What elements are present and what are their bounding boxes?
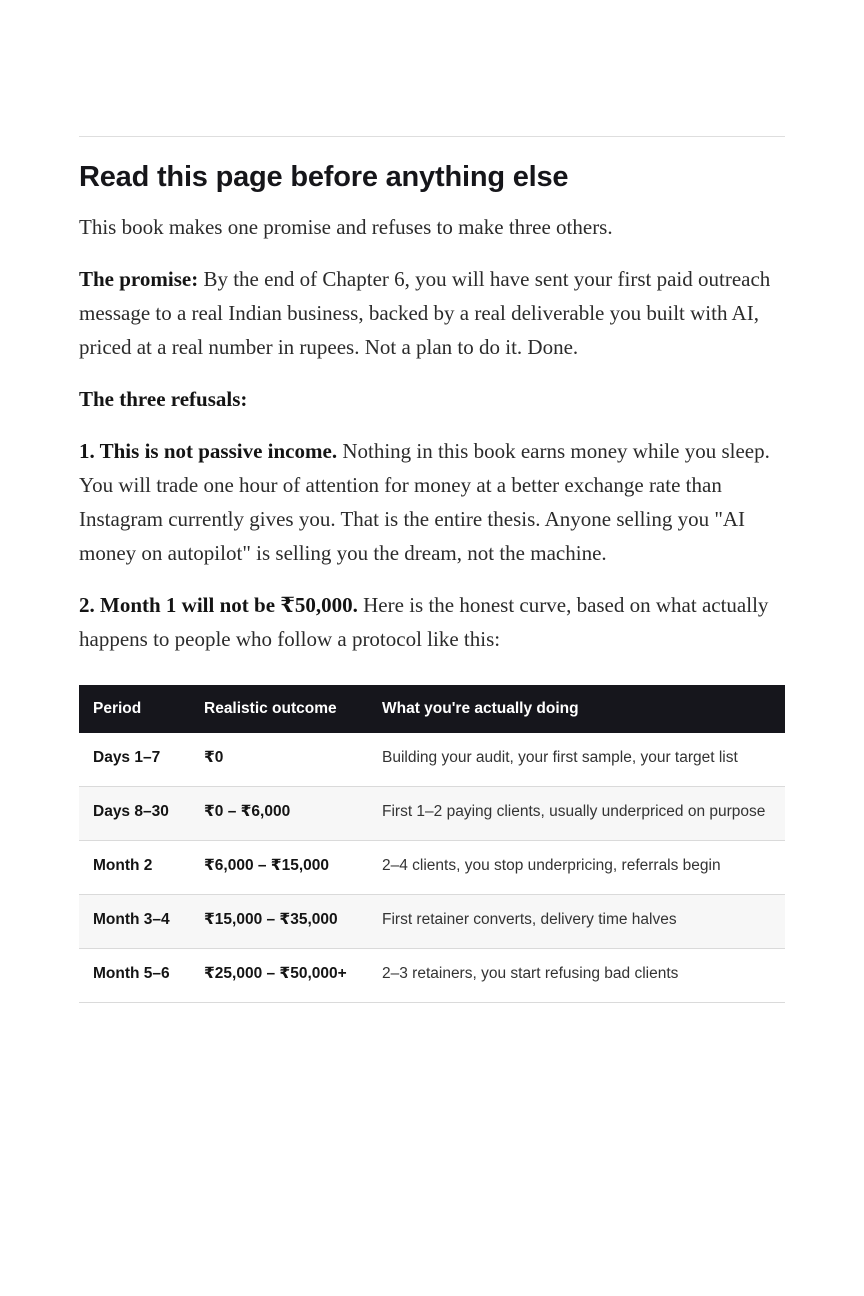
table-row	[79, 733, 785, 787]
promise-label: The promise:	[79, 267, 199, 291]
refusals-heading	[79, 382, 785, 416]
promise-text: By the end of Chapter 6, you will have sent your first paid outreach message to a real Indian business, backed by a real deliverable you built with AI, priced at a real number in rupees. Not a plan to do it. Done.	[79, 267, 771, 359]
header-outcome: Realistic outcome	[204, 700, 337, 717]
cell-period: Month 2	[79, 841, 190, 895]
cell-period: Days 1–7	[79, 733, 190, 787]
table-header-row	[79, 685, 785, 733]
intro-paragraph: This book makes one promise and refuses to make three others.	[79, 215, 613, 239]
refusals-heading-text: The three refusals:	[79, 387, 248, 411]
cell-period: Month 3–4	[79, 895, 190, 949]
refusal-1-label: 1. This is not passive income.	[79, 439, 338, 463]
cell-period: Month 5–6	[79, 949, 190, 1003]
page-content	[79, 136, 785, 1003]
cell-doing: First retainer converts, delivery time halves	[368, 895, 785, 949]
cell-doing: First 1–2 paying clients, usually underpriced on purpose	[368, 787, 785, 841]
cell-period: Days 8–30	[79, 787, 190, 841]
cell-doing: 2–3 retainers, you start refusing bad clients	[368, 949, 785, 1003]
table-row	[79, 787, 785, 841]
header-period: Period	[93, 700, 142, 717]
cell-outcome: ₹6,000 – ₹15,000	[190, 841, 368, 895]
refusal-1-text: Nothing in this book earns money while you sleep. You will trade one hour of attention for money at a better exchange rate than Instagram currently gives you. That is the entire thesis. Anyone selling you "AI money on autopilot" is selling you the dream, not the machine.	[79, 439, 770, 565]
table-row	[79, 841, 785, 895]
page-heading: Read this page before anything else	[79, 161, 569, 193]
cell-doing: 2–4 clients, you stop underpricing, referrals begin	[368, 841, 785, 895]
top-divider	[79, 136, 785, 137]
cell-outcome: ₹0	[190, 733, 368, 787]
header-doing: What you're actually doing	[382, 700, 579, 717]
refusal-1-paragraph	[79, 434, 785, 570]
income-curve-table	[79, 685, 785, 1003]
cell-doing: Building your audit, your first sample, your target list	[368, 733, 785, 787]
refusal-2-text: Here is the honest curve, based on what actually happens to people who follow a protocol like this:	[79, 593, 769, 651]
refusal-2-label: 2. Month 1 will not be ₹50,000.	[79, 593, 358, 617]
cell-outcome: ₹0 – ₹6,000	[190, 787, 368, 841]
refusal-2-paragraph	[79, 588, 785, 656]
promise-paragraph	[79, 262, 785, 364]
table-row	[79, 895, 785, 949]
cell-outcome: ₹15,000 – ₹35,000	[190, 895, 368, 949]
cell-outcome: ₹25,000 – ₹50,000+	[190, 949, 368, 1003]
table-row	[79, 949, 785, 1003]
